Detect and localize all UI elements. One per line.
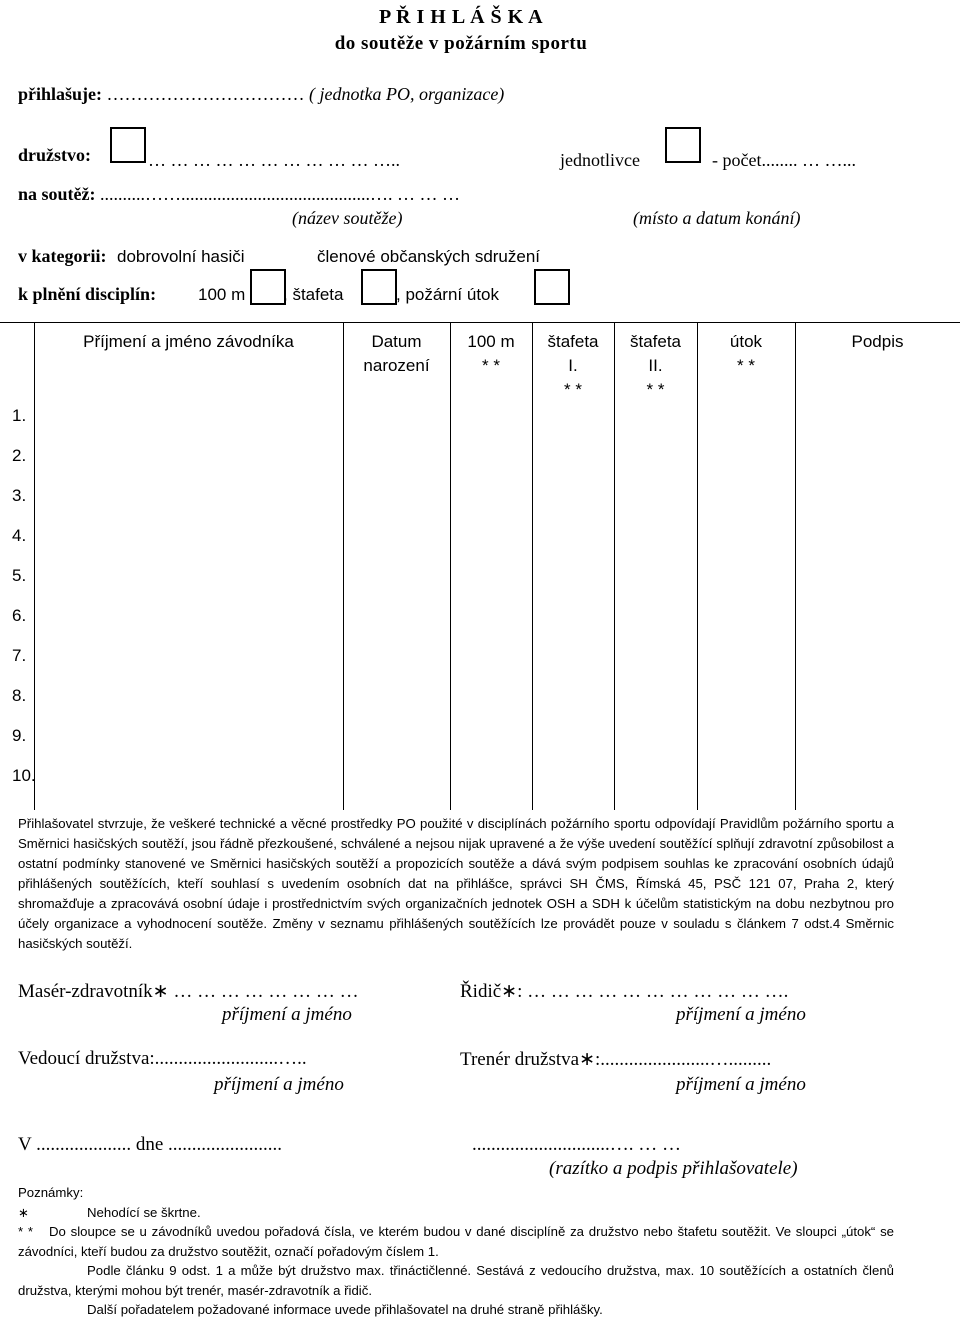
table-col-divider [450, 322, 451, 810]
note-2 [18, 1222, 894, 1261]
vedouci-hint: příjmení a jméno [214, 1074, 344, 1095]
kategorie-label: v kategorii: [18, 246, 107, 266]
trener-hint: příjmení a jméno [676, 1074, 806, 1095]
note-1-mark: ∗ [18, 1204, 30, 1220]
col-header-name: Příjmení a jméno závodníka [83, 332, 294, 351]
table-col-divider [697, 322, 698, 810]
row-number: 7. [12, 646, 27, 665]
note-2-text: Do sloupce se u závodníků uvedou pořadová čísla, ve kterém budou v dané disciplíně za družstvo nebo štafetu soutěžit. Ve sloupci „útok“ se závodníci, kteří budou za družstvo soutěžit, označí pořadovým číslem 1. [18, 1224, 894, 1259]
col-header-stafeta1-line2: I. [568, 356, 578, 375]
misto-datum-hint: (místo a datum konání) [633, 208, 801, 228]
form-title: P Ř I H L Á Š K A [378, 6, 544, 28]
prihlasuje-hint: ( jednotka PO, organizace) [309, 84, 505, 104]
maser-hint: příjmení a jméno [222, 1004, 352, 1025]
table-top-border [0, 322, 960, 323]
col-header-datum-line2: narození [363, 356, 430, 375]
col-header-podpis: Podpis [851, 332, 904, 351]
col-header-stafeta2-line2: II. [648, 356, 663, 375]
table-col-divider [34, 322, 35, 810]
jednotlivce-checkbox[interactable] [665, 127, 701, 163]
discipliny-label: k plnění disciplín: [18, 284, 157, 304]
note-3: Podle článku 9 odst. 1 a může být družstvo max. třináctičlenné. Sestává z vedoucího družstva, max. 10 soutěžících a ostatních členů družstva, kterými mohou být trenér, masér-zdravotník a řidič. [18, 1263, 894, 1298]
table-col-divider [795, 322, 796, 810]
maser-field[interactable]: Masér-zdravotník∗ … … … … … … … … [18, 981, 359, 1002]
col-header-stafeta2-line3: * * [646, 380, 665, 399]
row-number: 1. [12, 406, 27, 425]
disciplina-stafeta-checkbox[interactable] [361, 269, 397, 305]
col-header-stafeta1-line3: * * [564, 380, 582, 399]
disciplina-100m-label: 100 m [198, 285, 246, 304]
ridic-hint: příjmení a jméno [676, 1004, 806, 1025]
col-header-utok-line2: * * [737, 356, 755, 375]
druzstvo-label: družstvo: [18, 145, 91, 165]
trener-field[interactable]: Trenér družstva∗:.......................…......... [460, 1049, 772, 1070]
druzstvo-checkbox[interactable] [110, 127, 146, 163]
col-header-datum [343, 330, 450, 378]
jednotlivce-label: jednotlivce [560, 150, 640, 170]
col-header-datum-line1: Datum [371, 332, 422, 351]
notes-heading: Poznámky: [18, 1185, 84, 1200]
col-header-100m [450, 330, 532, 378]
note-4: Další pořadatelem požadované informace uvede přihlašovatel na druhé straně přihlášky. [87, 1302, 603, 1317]
row-number: 4. [12, 526, 27, 545]
col-header-100m-line2: * * [482, 356, 500, 375]
prihlasuje-field[interactable]: …………………………… [106, 84, 305, 104]
kategorie-row [18, 246, 245, 267]
note-1-text: Nehodící se škrtne. [87, 1204, 201, 1220]
row-number: 5. [12, 566, 27, 585]
col-header-utok [697, 330, 795, 378]
col-header-stafeta2 [614, 330, 697, 402]
misto-datum-field[interactable]: V .................... dne ........................ [18, 1134, 283, 1155]
col-header-100m-line1: 100 m [467, 332, 515, 351]
razitko-hint: (razítko a podpis přihlašovatele) [549, 1158, 798, 1179]
disciplina-stafeta-label: , štafeta [283, 285, 344, 304]
col-header-stafeta2-line1: štafeta [629, 332, 682, 351]
kategorie-option-clenove[interactable]: členové občanských sdružení [317, 247, 541, 266]
form-subtitle: do soutěže v požárním sportu [334, 33, 588, 54]
note-2-mark: * * [18, 1224, 34, 1239]
disciplina-100m-checkbox[interactable] [250, 269, 286, 305]
row-number: 10. [12, 766, 36, 785]
nazev-souteze-hint: (název soutěže) [292, 208, 403, 228]
ridic-field[interactable]: Řidič∗: … … … … … … … … … … …. [460, 981, 789, 1002]
row-number: 6. [12, 606, 27, 625]
soutez-label: na soutěž: [18, 184, 96, 204]
druzstvo-field[interactable]: … … … … … … … … … … ….. [148, 150, 400, 170]
pocet-field[interactable]: - počet........ … …... [712, 150, 856, 170]
row-number: 8. [12, 686, 27, 705]
col-header-stafeta1 [532, 330, 614, 402]
vedouci-field[interactable]: Vedoucí družstva:..........................….. [18, 1048, 307, 1069]
soutez-field[interactable]: ..........……..........................................…. … … … [100, 184, 460, 204]
prihlasuje-label: přihlašuje: [18, 84, 103, 104]
razitko-field[interactable]: .............................…. … … [472, 1134, 681, 1155]
row-number: 9. [12, 726, 27, 745]
note-1 [18, 1203, 894, 1223]
table-col-divider [343, 322, 344, 810]
declaration-text: Přihlašovatel stvrzuje, že veškeré technické a věcné prostředky PO použité v disciplínách požárního sportu odpovídají Pravidlům požárního sportu a Směrnici hasičských soutěží, jsou řádně přezkoušené, schválené a nejsou nijak upravené a že výše uvedení soutěžící splňují zdravotní způsobilost a ostatní podmínky stanovené ve Směrnici hasičských soutěží a propozicích soutěže a dává svým podpisem souhlas ke zpracování osobních údajů přihlášených soutěžících, kteří souhlasí s uvedením osobních dat na přihlášce, správci SH ČMS, Římská 45, PSČ 121 07, Praha 2, který shromažďuje a zpracovává osobní údaje i prostřednictvím svých organizačních jednotek OSH a SDH k účelům statistickým na dobu nezbytnou pro účely organizace a vyhodnocení soutěže. Změny v seznamu přihlášených soutěžících lze provádět pouze v souladu s článkem 7 odst.4 Směrnic hasičských soutěží. [18, 816, 894, 951]
row-number: 2. [12, 446, 27, 465]
row-number: 3. [12, 486, 27, 505]
disciplina-utok-checkbox[interactable] [534, 269, 570, 305]
col-header-stafeta1-line1: štafeta [547, 332, 599, 351]
notes-section [18, 1183, 894, 1320]
kategorie-option-dobrovolni[interactable]: dobrovolní hasiči [116, 247, 245, 266]
soutez-row [18, 184, 460, 205]
disciplina-utok-label: , požární útok [396, 285, 500, 304]
prihlasuje-row [18, 84, 504, 105]
col-header-utok-line1: útok [729, 332, 763, 351]
